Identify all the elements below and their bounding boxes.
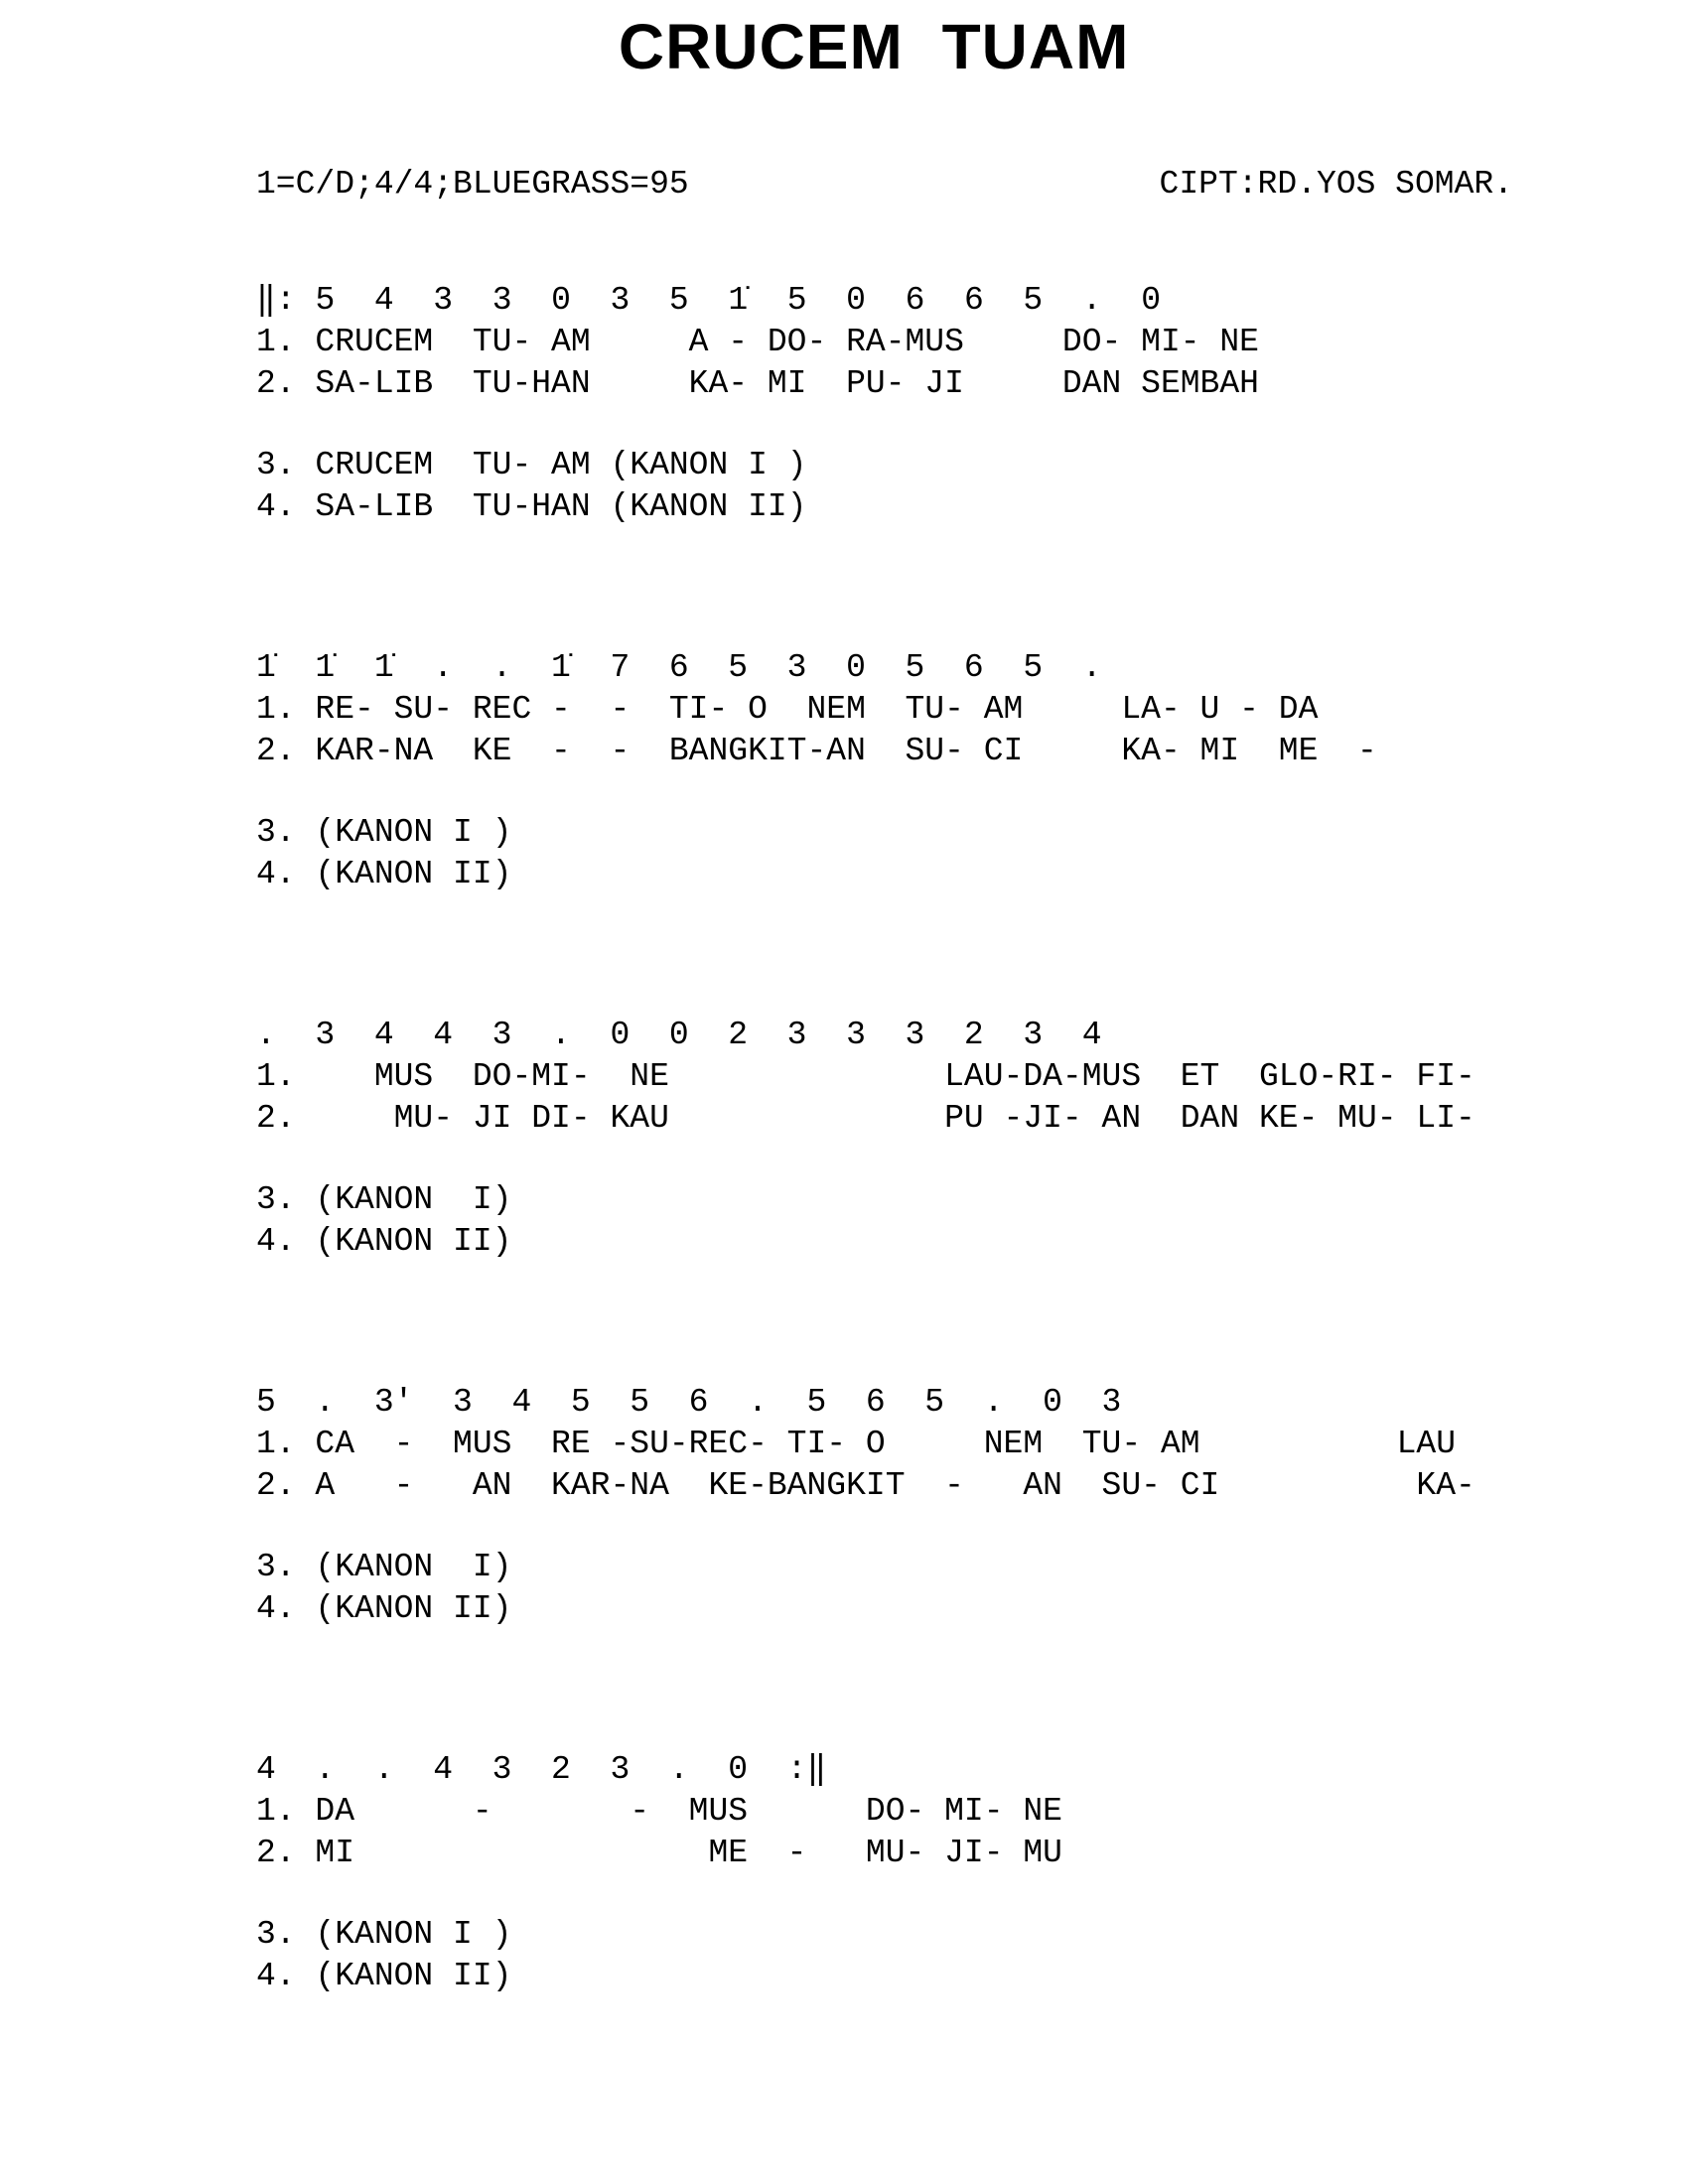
notation-line: ‖: 5 4 3 3 0 3 5 1̇ 5 0 6 6 5 . 0 <box>256 282 1162 319</box>
lyric-verse-4: 4. (KANON II) <box>256 1590 512 1627</box>
lyric-verse-1: 1. RE- SU- REC - - TI- O NEM TU- AM LA- U - DA <box>256 691 1319 728</box>
lyric-verse-2: 2. MI ME - MU- JI- MU <box>256 1835 1062 1871</box>
song-title: CRUCEM TUAM <box>618 11 1130 82</box>
notation-line: . 3 4 4 3 . 0 0 2 3 3 3 2 3 4 <box>256 1017 1102 1053</box>
notation-line: 4 . . 4 3 2 3 . 0 :‖ <box>256 1751 827 1788</box>
lyric-verse-2: 2. A - AN KAR-NA KE-BANGKIT - AN SU- CI KA- <box>256 1467 1475 1504</box>
lyric-verse-1: 1. CA - MUS RE -SU-REC- TI- O NEM TU- AM LAU <box>256 1426 1456 1462</box>
lyric-verse-1: 1. DA - - MUS DO- MI- NE <box>256 1793 1062 1830</box>
lyric-verse-1: 1. CRUCEM TU- AM A - DO- RA-MUS DO- MI- NE <box>256 324 1259 360</box>
lyric-verse-3: 3. (KANON I) <box>256 1549 512 1585</box>
lyric-verse-3: 3. (KANON I) <box>256 1181 512 1218</box>
composer-credit: CIPT:RD.YOS SOMAR. <box>1159 166 1513 203</box>
lyric-verse-4: 4. (KANON II) <box>256 856 512 892</box>
lyric-verse-4: 4. (KANON II) <box>256 1958 512 1994</box>
lyric-verse-4: 4. SA-LIB TU-HAN (KANON II) <box>256 488 807 525</box>
lyric-verse-4: 4. (KANON II) <box>256 1223 512 1260</box>
notation-line: 5 . 3' 3 4 5 5 6 . 5 6 5 . 0 3 <box>256 1384 1122 1421</box>
lyric-verse-3: 3. CRUCEM TU- AM (KANON I ) <box>256 447 807 483</box>
lyric-verse-3: 3. (KANON I ) <box>256 814 512 851</box>
lyric-verse-3: 3. (KANON I ) <box>256 1916 512 1953</box>
lyric-verse-2: 2. KAR-NA KE - - BANGKIT-AN SU- CI KA- MI ME - <box>256 733 1377 769</box>
lyric-verse-1: 1. MUS DO-MI- NE LAU-DA-MUS ET GLO-RI- FI- <box>256 1058 1475 1095</box>
lyric-verse-2: 2. SA-LIB TU-HAN KA- MI PU- JI DAN SEMBAH <box>256 365 1259 402</box>
key-tempo-info: 1=C/D;4/4;BLUEGRASS=95 <box>256 166 689 203</box>
lyric-verse-2: 2. MU- JI DI- KAU PU -JI- AN DAN KE- MU- LI- <box>256 1100 1475 1137</box>
notation-line: 1̇ 1̇ 1̇ . . 1̇ 7 6 5 3 0 5 6 5 . <box>256 649 1102 686</box>
